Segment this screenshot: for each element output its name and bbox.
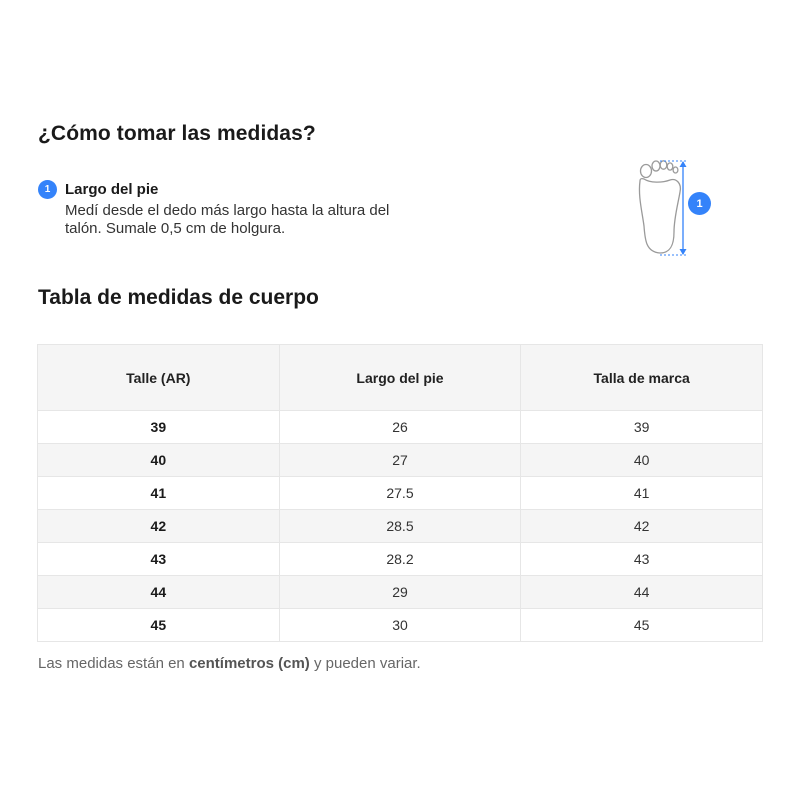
table-row [38, 411, 763, 444]
illustration-step-badge: 1 [688, 192, 711, 215]
cell-talla-marca: 40 [521, 444, 763, 477]
table-header-row [38, 345, 763, 411]
units-note [38, 655, 421, 672]
column-header-talla-marca: Talla de marca [521, 345, 763, 411]
column-header-talle: Talle (AR) [38, 345, 280, 411]
table-row [38, 477, 763, 510]
cell-talle: 44 [38, 576, 280, 609]
cell-talla-marca: 42 [521, 510, 763, 543]
cell-talla-marca: 39 [521, 411, 763, 444]
table-row [38, 576, 763, 609]
cell-largo: 27 [279, 444, 521, 477]
table-row [38, 510, 763, 543]
table-row [38, 609, 763, 642]
size-table-title: Tabla de medidas de cuerpo [38, 286, 319, 309]
how-to-measure-title: ¿Cómo tomar las medidas? [38, 122, 316, 145]
cell-talle: 40 [38, 444, 280, 477]
column-header-largo: Largo del pie [279, 345, 521, 411]
table-row [38, 444, 763, 477]
cell-largo: 28.2 [279, 543, 521, 576]
cell-talla-marca: 41 [521, 477, 763, 510]
size-table [37, 344, 763, 642]
cell-talle: 39 [38, 411, 280, 444]
cell-largo: 29 [279, 576, 521, 609]
step-title: Largo del pie [65, 181, 159, 198]
cell-talla-marca: 43 [521, 543, 763, 576]
note-units: centímetros (cm) [188, 655, 310, 672]
note-prefix: Las medidas están en [38, 655, 189, 672]
cell-talle: 42 [38, 510, 280, 543]
cell-talle: 41 [38, 477, 280, 510]
cell-largo: 28.5 [279, 510, 521, 543]
cell-talle: 45 [38, 609, 280, 642]
cell-largo: 26 [279, 411, 521, 444]
table-row [38, 543, 763, 576]
cell-talla-marca: 44 [521, 576, 763, 609]
step-description: Medí desde el dedo más largo hasta la altura del talón. Sumale 0,5 cm de holgura. [65, 202, 390, 237]
cell-largo: 30 [279, 609, 521, 642]
cell-talle: 43 [38, 543, 280, 576]
cell-talla-marca: 45 [521, 609, 763, 642]
step-number-badge: 1 [38, 180, 57, 199]
note-suffix: y pueden variar. [309, 655, 421, 672]
cell-largo: 27.5 [279, 477, 521, 510]
